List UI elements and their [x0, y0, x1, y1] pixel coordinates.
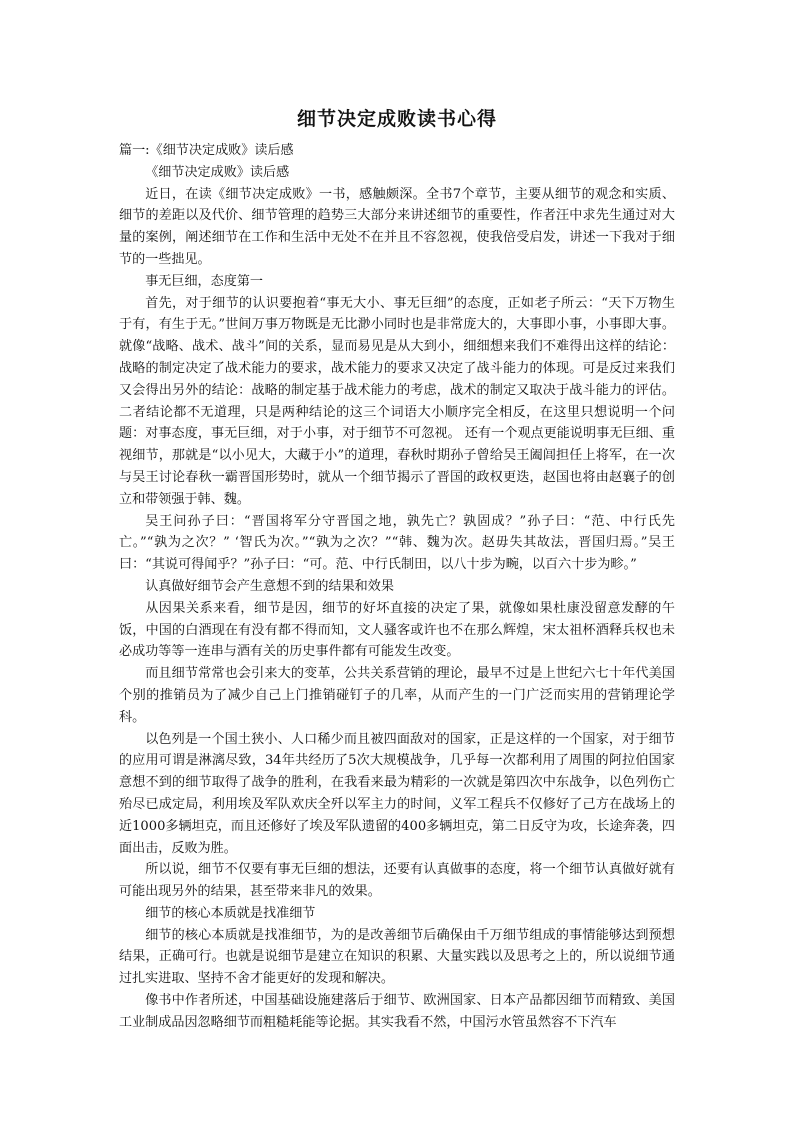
subheading: 《细节决定成败》读后感 — [145, 164, 290, 180]
paragraph: 所以说，细节不仅要有事无巨细的想法，还要有认真做事的态度，将一个细节认真做好就有可能出现另外的结果，甚至带来非凡的效果。 — [119, 862, 675, 900]
paragraph: 而且细节常常也会引来大的变革，公共关系营销的理论，最早不过是上世纪六七十年代美国个别的推销员为了减少自己上门推销碰钉子的几率，从而产生的一门广泛而实用的营销理论学科。 — [119, 666, 675, 725]
paragraph: 细节的核心本质就是找准细节，为的是改善细节后确保由千万细节组成的事情能够达到预想结果，正确可行。也就是说细节是建立在知识的积累、大量实践以及思考之上的，所以说细节通过扎实进取、坚持不舍才能更好的发现和解决。 — [119, 927, 675, 987]
paragraph: 近日，在读《细节决定成败》一书，感触颇深。全书7个章节，主要从细节的观念和实质、细节的差距以及代价、细节管理的趋势三大部分来讲述细节的重要性，作者汪中求先生通过对大量的案例，阐述细节在工作和生活中无处不在并且不容忽视，使我倍受启发，讲述一下我对于细节的一些拙见。 — [119, 186, 675, 267]
subheading: 事无巨细，态度第一 — [145, 273, 264, 289]
subheading: 认真做好细节会产生意想不到的结果和效果 — [145, 578, 394, 594]
paragraph: 像书中作者所述，中国基础设施建落后于细节、欧洲国家、日本产品都因细节而精致、美国工业制成品因忽略细节而粗糙耗能等论据。其实我看不然，中国污水管虽然容不下汽车 — [119, 993, 675, 1030]
paragraph: 吴王问孙子曰：“晋国将军分守晋国之地，孰先亡？孰固成？”孙子曰：“范、中行氏先亡。”“孰为之次？” ‘智氏为次。”“孰为之次？”“韩、魏为次。赵毋失其故法，晋国归焉。”吴王曰：“其说可得闻乎？”孙子曰：“可。范、中行氏制田，以八十步为畹，以百六十步为畛。” — [119, 513, 675, 573]
page-title: 细节决定成败读书心得 — [296, 108, 497, 130]
section-label: 篇一:《细节决定成败》读后感 — [119, 143, 294, 158]
paragraph: 首先，对于细节的认识要抱着“事无大小、事无巨细”的态度，正如老子所云：“天下万物生于有，有生于无。”世间万事万物既是无比渺小同时也是非常庞大的，大事即小事，小事即大事。就像“战略、战术、战斗”间的关系，显而易见是从大到小，细细想来我们不难得出这样的结论：战略的制定决定了战术能力的要求，战术能力的要求又决定了战斗能力的体现。可是反过来我们又会得出另外的结论：战略的制定基于战术能力的考虑，战术的制定又取决于战斗能力的评估。二者结论都不无道理，只是两种结论的这三个词语大小顺序完全相反，在这里只想说明一个问题：对事态度，事无巨细，对于小事，对于细节不可忽视。 还有一个观点更能说明事无巨细、重视细节，那就是“以小见大，大藏于小”的道理，春秋时期孙子曾给吴王阖闾担任上将军，在一次与吴王讨论春秋一霸晋国形势时，就从一个细节揭示了晋国的政权更迭，赵国也将由赵襄子的创立和带领强于韩、魏。 — [119, 295, 675, 507]
paragraph: 以色列是一个国土狭小、人口稀少而且被四面敌对的国家，正是这样的一个国家，对于细节的应用可谓是淋漓尽致，34年共经历了5次大规模战争，几乎每一次都利用了周围的阿拉伯国家意想不到的细节取得了战争的胜利，在我看来最为精彩的一次就是第四次中东战争，以色列伤亡殆尽已成定局，利用埃及军队欢庆全歼以军主力的时间，义军工程兵不仅修好了己方在战场上的近1000多辆坦克，而且还修好了埃及军队遗留的400多辆坦克，第二日反守为攻，长途奔袭，四面出击，反败为胜。 — [119, 731, 675, 856]
paragraph: 从因果关系来看，细节是因，细节的好坏直接的决定了果，就像如果杜康没留意发酵的午饭，中国的白酒现在有没有都不得而知，文人骚客或许也不在那么辉煌，宋太祖杯酒释兵权也未必成功等等一连串与酒有关的历史事件都有可能发生改变。 — [119, 600, 675, 660]
document-body — [119, 140, 675, 1034]
subheading: 细节的核心本质就是找准细节 — [145, 905, 316, 921]
